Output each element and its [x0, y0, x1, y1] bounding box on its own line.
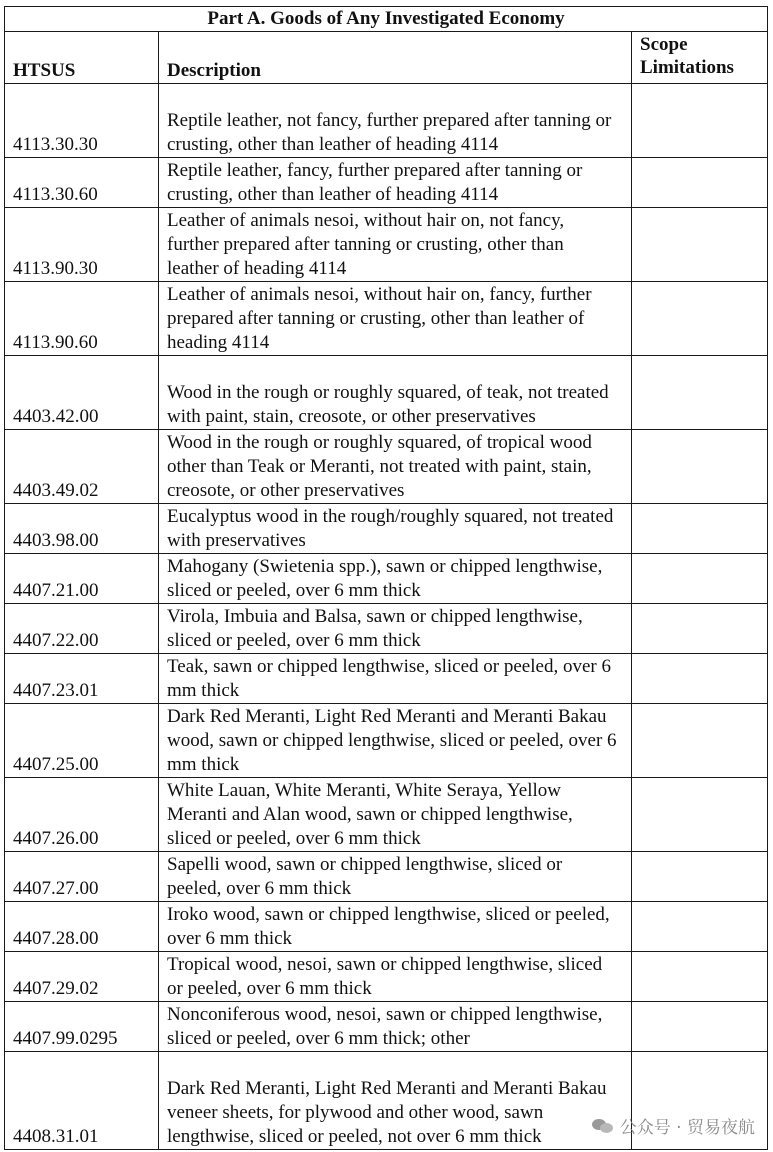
- item-description: Nonconiferous wood, nesoi, sawn or chipped lengthwise, sliced or peeled, over 6 mm thick; other: [159, 1002, 632, 1052]
- header-description: Description: [159, 32, 632, 84]
- item-description: Eucalyptus wood in the rough/roughly squared, not treated with preservatives: [159, 504, 632, 554]
- table-title: Part A. Goods of Any Investigated Economy: [5, 7, 768, 32]
- htsus-code: 4407.99.0295: [5, 1002, 159, 1052]
- scope-limitation: [632, 778, 768, 852]
- scope-limitation: [632, 1002, 768, 1052]
- table-row: [5, 778, 768, 852]
- table-row: [5, 902, 768, 952]
- item-description: Wood in the rough or roughly squared, of teak, not treated with paint, stain, creosote, or other preservatives: [159, 356, 632, 430]
- htsus-code: 4407.22.00: [5, 604, 159, 654]
- watermark-text: 公众号 · 贸易夜航: [619, 1118, 755, 1138]
- table-header-row: [5, 32, 768, 84]
- item-description: Wood in the rough or roughly squared, of tropical wood other than Teak or Meranti, not treated with paint, stain, creosote, or other preservatives: [159, 430, 632, 504]
- htsus-code: 4407.21.00: [5, 554, 159, 604]
- table-row: [5, 158, 768, 208]
- table-row: [5, 282, 768, 356]
- table-row: [5, 504, 768, 554]
- htsus-code: 4403.98.00: [5, 504, 159, 554]
- item-description: Dark Red Meranti, Light Red Meranti and Meranti Bakau wood, sawn or chipped lengthwise, sliced or peeled, over 6 mm thick: [159, 704, 632, 778]
- scope-limitation: [632, 208, 768, 282]
- header-scope-limitations: Scope Limitations: [632, 32, 768, 84]
- htsus-code: 4407.28.00: [5, 902, 159, 952]
- table-row: [5, 84, 768, 158]
- item-description: Sapelli wood, sawn or chipped lengthwise, sliced or peeled, over 6 mm thick: [159, 852, 632, 902]
- table-row: [5, 430, 768, 504]
- table-title-row: [5, 7, 768, 32]
- table-body: [5, 84, 768, 1150]
- wechat-icon: [592, 1117, 614, 1135]
- htsus-code: 4408.31.01: [5, 1052, 159, 1150]
- scope-limitation: [632, 704, 768, 778]
- item-description: Reptile leather, fancy, further prepared after tanning or crusting, other than leather of heading 4114: [159, 158, 632, 208]
- watermark: [592, 1113, 755, 1138]
- scope-limitation: [632, 356, 768, 430]
- table-row: [5, 604, 768, 654]
- scope-limitation: [632, 852, 768, 902]
- item-description: Leather of animals nesoi, without hair on, not fancy, further prepared after tanning or crusting, other than leather of heading 4114: [159, 208, 632, 282]
- item-description: Teak, sawn or chipped lengthwise, sliced or peeled, over 6 mm thick: [159, 654, 632, 704]
- item-description: Tropical wood, nesoi, sawn or chipped lengthwise, sliced or peeled, over 6 mm thick: [159, 952, 632, 1002]
- scope-limitation: [632, 282, 768, 356]
- scope-limitation: [632, 902, 768, 952]
- htsus-code: 4407.27.00: [5, 852, 159, 902]
- table-row: [5, 654, 768, 704]
- item-description: Iroko wood, sawn or chipped lengthwise, sliced or peeled, over 6 mm thick: [159, 902, 632, 952]
- table-row: [5, 356, 768, 430]
- scope-limitation: [632, 430, 768, 504]
- item-description: Dark Red Meranti, Light Red Meranti and Meranti Bakau veneer sheets, for plywood and other wood, sawn lengthwise, sliced or peeled, not over 6 mm thick: [159, 1052, 632, 1150]
- scope-limitation: [632, 654, 768, 704]
- table-row: [5, 1002, 768, 1052]
- htsus-code: 4113.90.60: [5, 282, 159, 356]
- document-page: [4, 6, 767, 1150]
- htsus-code: 4403.42.00: [5, 356, 159, 430]
- scope-limitation: [632, 952, 768, 1002]
- scope-limitation: [632, 604, 768, 654]
- scope-limitation: [632, 504, 768, 554]
- item-description: Mahogany (Swietenia spp.), sawn or chipped lengthwise, sliced or peeled, over 6 mm thick: [159, 554, 632, 604]
- scope-limitation: [632, 554, 768, 604]
- htsus-code: 4113.30.30: [5, 84, 159, 158]
- table-row: [5, 554, 768, 604]
- htsus-code: 4407.25.00: [5, 704, 159, 778]
- htsus-code: 4407.23.01: [5, 654, 159, 704]
- item-description: Reptile leather, not fancy, further prepared after tanning or crusting, other than leather of heading 4114: [159, 84, 632, 158]
- htsus-code: 4113.30.60: [5, 158, 159, 208]
- item-description: Virola, Imbuia and Balsa, sawn or chipped lengthwise, sliced or peeled, over 6 mm thick: [159, 604, 632, 654]
- htsus-code: 4407.29.02: [5, 952, 159, 1002]
- item-description: Leather of animals nesoi, without hair on, fancy, further prepared after tanning or crusting, other than leather of heading 4114: [159, 282, 632, 356]
- scope-limitation: [632, 158, 768, 208]
- table-row: [5, 852, 768, 902]
- table-row: [5, 208, 768, 282]
- item-description: White Lauan, White Meranti, White Seraya, Yellow Meranti and Alan wood, sawn or chipped lengthwise, sliced or peeled, over 6 mm thick: [159, 778, 632, 852]
- scope-limitation: [632, 84, 768, 158]
- htsus-code: 4407.26.00: [5, 778, 159, 852]
- header-htsus: HTSUS: [5, 32, 159, 84]
- htsus-code: 4403.49.02: [5, 430, 159, 504]
- table-row: [5, 952, 768, 1002]
- goods-table: [4, 6, 768, 1150]
- htsus-code: 4113.90.30: [5, 208, 159, 282]
- table-row: [5, 704, 768, 778]
